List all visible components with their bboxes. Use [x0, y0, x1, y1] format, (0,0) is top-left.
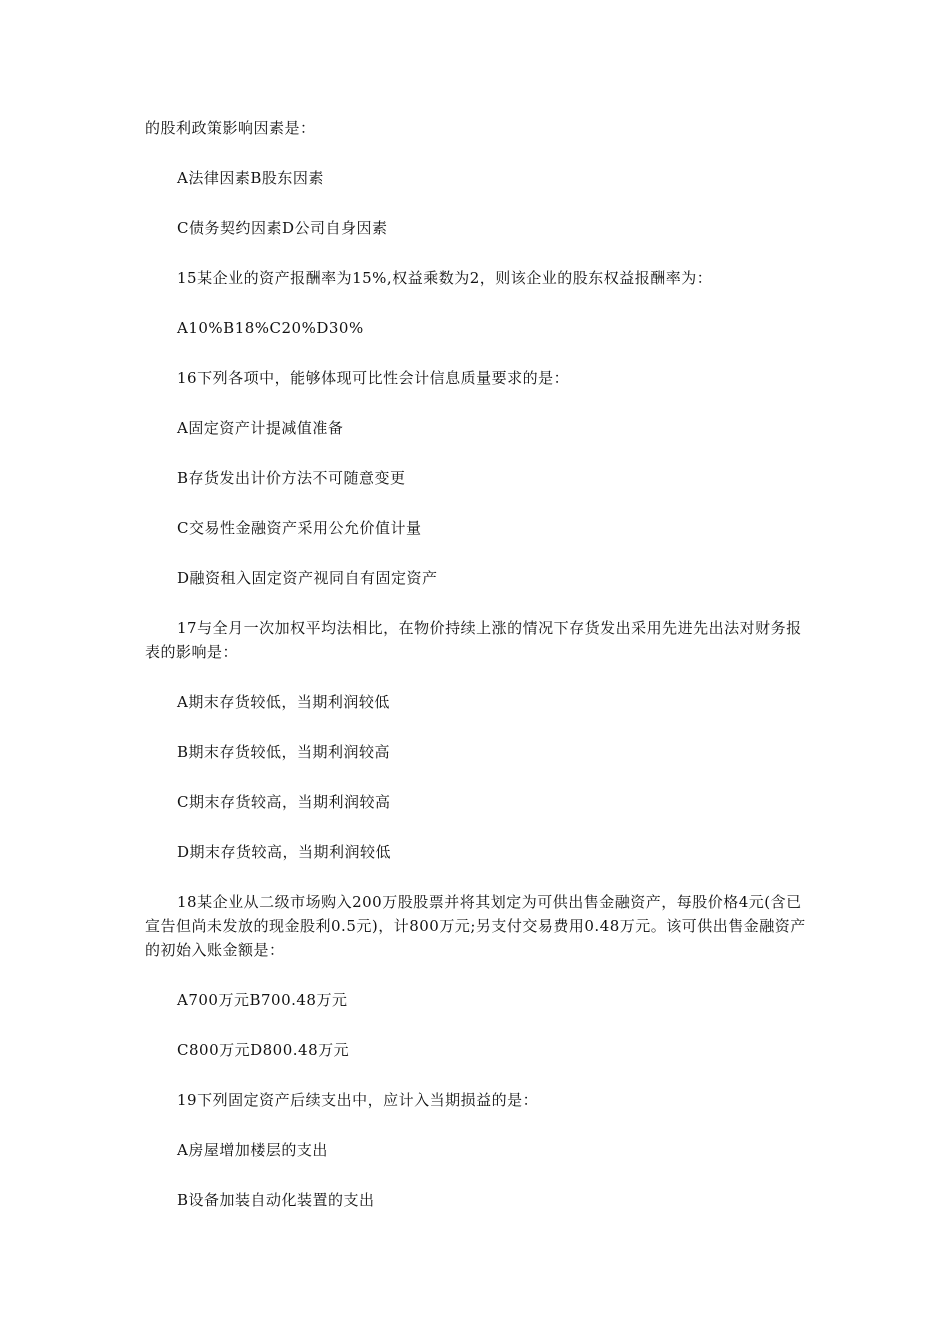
q14-options-cd: C债务契约因素D公司自身因素 — [177, 219, 388, 237]
q17-option-b: B期末存货较低，当期利润较高 — [177, 743, 391, 761]
q17-option-a: A期末存货较低，当期利润较低 — [177, 693, 390, 711]
q18-options-ab: A700万元B700.48万元 — [177, 991, 348, 1009]
question-15: 15某企业的资产报酬率为15%,权益乘数为2，则该企业的股东权益报酬率为： — [177, 269, 713, 287]
q15-options: A10%B18%C20%D30% — [177, 319, 364, 337]
q16-option-a: A固定资产计提减值准备 — [177, 419, 344, 437]
q16-option-d: D融资租入固定资产视同自有固定资产 — [177, 569, 438, 587]
q16-option-b: B存货发出计价方法不可随意变更 — [177, 469, 406, 487]
q17-option-c: C期末存货较高，当期利润较高 — [177, 793, 391, 811]
question-14-continuation: 的股利政策影响因素是： — [145, 119, 316, 137]
q14-options-ab: A法律因素B股东因素 — [177, 169, 324, 187]
question-16: 16下列各项中，能够体现可比性会计信息质量要求的是： — [177, 369, 570, 387]
q18-options-cd: C800万元D800.48万元 — [177, 1041, 350, 1059]
question-18: 18某企业从二级市场购入200万股股票并将其划定为可供出售金融资产，每股价格4元(含已宣告但尚未发放的现金股利0.5元)，计800万元;另支付交易费用0.48万元。该可供出售金融资产的初始入账金额是： — [145, 893, 806, 959]
question-17: 17与全月一次加权平均法相比，在物价持续上涨的情况下存货发出采用先进先出法对财务报表的影响是： — [145, 619, 802, 661]
question-19: 19下列固定资产后续支出中，应计入当期损益的是： — [177, 1091, 539, 1109]
q19-option-b: B设备加装自动化装置的支出 — [177, 1191, 375, 1209]
q17-option-d: D期末存货较高，当期利润较低 — [177, 843, 392, 861]
q19-option-a: A房屋增加楼层的支出 — [177, 1141, 328, 1159]
q16-option-c: C交易性金融资产采用公允价值计量 — [177, 519, 422, 537]
